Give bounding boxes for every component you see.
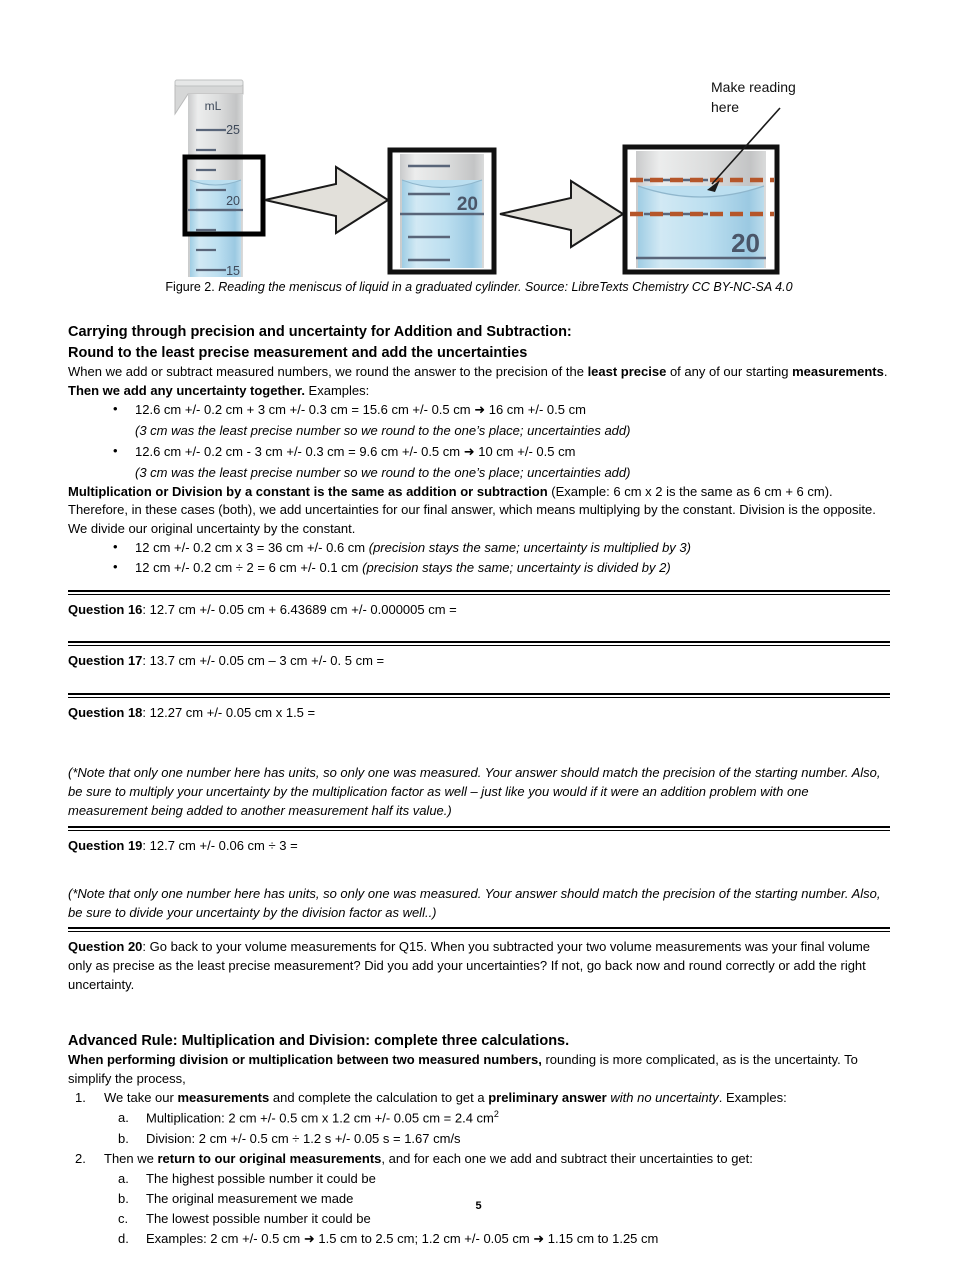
substep-superscript: 2 bbox=[493, 1109, 499, 1120]
annotation-line-2: here bbox=[711, 99, 740, 115]
addsub-intro-d: measurements bbox=[792, 364, 884, 380]
graduated-cylinder-full bbox=[175, 80, 263, 277]
step-mid: , and for each one we add and subtract their uncertainties to get: bbox=[381, 1150, 753, 1166]
annotation-line-1: Make reading bbox=[711, 79, 796, 95]
step-pre: We take our bbox=[104, 1090, 178, 1106]
constant-lead-bold: Multiplication or Division by a constant is the same as addition or subtraction bbox=[68, 483, 548, 499]
constant-examples-list bbox=[68, 538, 890, 578]
advanced-step2 bbox=[68, 1149, 890, 1169]
figure-caption-label: Figure 2. bbox=[165, 280, 215, 294]
question-16-answer-space[interactable] bbox=[68, 619, 890, 641]
step-pre: Then we bbox=[104, 1150, 158, 1166]
advanced-lead-bold: When performing division or multiplication between two measured numbers, bbox=[68, 1052, 542, 1068]
question-18 bbox=[68, 698, 890, 723]
right-arrow-icon: ➜ bbox=[474, 403, 486, 419]
substep-text: Examples: 2 cm +/- 0.5 cm ➜ 1.5 cm to 2.5 cm; 1.2 cm +/- 0.05 cm ➜ 1.15 cm to 1.25 cm bbox=[146, 1231, 659, 1247]
question-20-text: : Go back to your volume measurements for Q15. When you subtracted your two volume measurements was your final volume only as precise as the least precise measurement? Did you add your uncertainties? If not, go back now and round correctly or add the right uncertainty. bbox=[68, 939, 871, 992]
list-item bbox=[68, 1108, 890, 1128]
list-item bbox=[68, 1229, 890, 1249]
cylinder-unit-label: mL bbox=[204, 99, 222, 113]
constant-lead-paragraph bbox=[68, 483, 890, 538]
substep-marker: b. bbox=[118, 1130, 129, 1146]
bullet-subnote: (3 cm was the least precise number so we round to the one’s place; uncertainties add) bbox=[135, 464, 631, 480]
addsub-intro-e: . bbox=[883, 364, 888, 380]
list-item bbox=[68, 1169, 890, 1189]
bullet-italic-note: (precision stays the same; uncertainty is multiplied by 3) bbox=[368, 540, 691, 556]
question-16 bbox=[68, 595, 890, 620]
question-18-text: : 12.27 cm +/- 0.05 cm x 1.5 = bbox=[142, 705, 316, 721]
list-item bbox=[68, 442, 890, 483]
figure-graphic bbox=[68, 62, 890, 277]
figure-caption bbox=[68, 279, 890, 295]
right-arrow-icon: ➜ bbox=[463, 444, 475, 460]
addsub-intro-g: Examples: bbox=[304, 382, 370, 398]
question-20 bbox=[68, 932, 890, 995]
list-item bbox=[68, 558, 890, 578]
addsub-heading-line2: Round to the least precise measurement and add the uncertainties bbox=[68, 344, 528, 361]
question-19 bbox=[68, 831, 890, 856]
bullet-main-post: 10 cm +/- 0.5 cm bbox=[474, 443, 576, 459]
cylinder-tick-20: 20 bbox=[226, 194, 240, 208]
question-16-label: Question 16 bbox=[68, 601, 143, 617]
question-19-answer-space[interactable] bbox=[68, 855, 890, 885]
substep-marker: a. bbox=[118, 1110, 129, 1126]
advanced-rule-heading: Advanced Rule: Multiplication and Division: complete three calculations. bbox=[68, 1032, 570, 1049]
question-20-label: Question 20 bbox=[68, 939, 143, 955]
addsub-heading-line1: Carrying through precision and uncertainty for Addition and Subtraction: bbox=[68, 324, 572, 341]
list-item bbox=[68, 1129, 890, 1149]
cylinder-tick-15: 15 bbox=[226, 264, 240, 277]
page-content bbox=[68, 0, 890, 1250]
question-17-label: Question 17 bbox=[68, 653, 143, 669]
advanced-step1-substeps bbox=[68, 1108, 890, 1149]
step-marker: 1. bbox=[75, 1090, 86, 1106]
addsub-examples-list bbox=[68, 400, 890, 483]
addsub-intro-paragraph bbox=[68, 363, 890, 400]
substep-marker: a. bbox=[118, 1171, 129, 1187]
page-number: 5 bbox=[475, 1200, 482, 1212]
list-item bbox=[68, 400, 890, 441]
step-italic: with no uncertainty bbox=[610, 1090, 719, 1106]
zoom2-value: 20 bbox=[731, 228, 760, 258]
zoom-view-2 bbox=[625, 147, 777, 272]
question-19-text: : 12.7 cm +/- 0.06 cm ÷ 3 = bbox=[142, 837, 298, 853]
advanced-lead-rest: rounding is more complicated, as is the uncertainty. To simplify the process, bbox=[68, 1052, 858, 1086]
advanced-steps-list bbox=[68, 1088, 890, 1108]
advanced-lead-paragraph bbox=[68, 1051, 890, 1088]
addsub-intro-a: When we add or subtract measured numbers, we round the answer to the precision of the bbox=[68, 364, 588, 380]
question-18-answer-space[interactable] bbox=[68, 723, 890, 753]
step-marker: 2. bbox=[75, 1150, 86, 1166]
note-multiplication: (*Note that only one number here has units, so only one was measured. Your answer should match the precision of the starting number. Also, be sure to multiply your uncertainty by the multiplication factor as well – just like you would if it were an addition problem with one measurement being added to another measurement half its value.) bbox=[68, 765, 881, 818]
zoom-arrow-1 bbox=[265, 167, 388, 233]
addsub-intro-f: Then we add any uncertainty together. bbox=[68, 382, 305, 398]
zoom-arrow-2 bbox=[500, 181, 623, 247]
question-16-text: : 12.7 cm +/- 0.05 cm + 6.43689 cm +/- 0.000005 cm = bbox=[142, 601, 457, 617]
substep-marker: c. bbox=[118, 1211, 129, 1227]
bullet-main: 12 cm +/- 0.2 cm x 3 = 36 cm +/- 0.6 cm bbox=[135, 540, 369, 556]
substep-text: The highest possible number it could be bbox=[146, 1171, 376, 1187]
addsub-intro-b: least precise bbox=[587, 364, 667, 380]
list-item bbox=[68, 538, 890, 558]
question-17 bbox=[68, 646, 890, 671]
figure-caption-text: Reading the meniscus of liquid in a graduated cylinder. Source: LibreTexts Chemistry CC BY-NC-SA 4.0 bbox=[214, 280, 793, 294]
bullet-subnote: (3 cm was the least precise number so we round to the one’s place; uncertainties add) bbox=[135, 423, 631, 439]
addsub-intro-c: of any of our starting bbox=[666, 364, 793, 380]
substep-marker: b. bbox=[118, 1191, 129, 1207]
question-17-answer-space[interactable] bbox=[68, 671, 890, 693]
step-bold-1: measurements bbox=[177, 1090, 270, 1106]
note-division: (*Note that only one number here has units, so only one was measured. Your answer should match the precision of the starting number. Also, be sure to divide your uncertainty by the division factor as well..) bbox=[68, 886, 881, 921]
zoom1-value: 20 bbox=[456, 194, 478, 215]
step-bold-2: preliminary answer bbox=[488, 1090, 607, 1106]
list-item bbox=[68, 1088, 890, 1108]
question-17-text: : 13.7 cm +/- 0.05 cm – 3 cm +/- 0. 5 cm = bbox=[142, 653, 385, 669]
bullet-main-pre: 12.6 cm +/- 0.2 cm + 3 cm +/- 0.3 cm = 15.6 cm +/- 0.5 cm bbox=[135, 402, 475, 418]
bullet-main: 12 cm +/- 0.2 cm ÷ 2 = 6 cm +/- 0.1 cm bbox=[135, 560, 363, 576]
substep-text: The lowest possible number it could be bbox=[146, 1211, 371, 1227]
cylinder-tick-25: 25 bbox=[226, 123, 240, 137]
bullet-main-post: 16 cm +/- 0.5 cm bbox=[485, 402, 586, 418]
substep-text: Multiplication: 2 cm +/- 0.5 cm x 1.2 cm +/- 0.05 cm = 2.4 cm bbox=[146, 1110, 494, 1126]
zoom-view-1 bbox=[390, 150, 494, 272]
constant-lead-rest: (Example: 6 cm x 2 is the same as 6 cm + 6 cm). Therefore, in these cases (both), we add uncertainties for our final answer, which means multiplying by the constant. Division is the opposite. We divide our original uncertainty by the constant. bbox=[68, 483, 876, 536]
list-item bbox=[68, 1209, 890, 1229]
substep-text: Division: 2 cm +/- 0.5 cm ÷ 1.2 s +/- 0.05 s = 1.67 cm/s bbox=[146, 1130, 461, 1146]
figure-meniscus bbox=[68, 62, 890, 277]
bullet-italic-note: (precision stays the same; uncertainty is divided by 2) bbox=[362, 560, 671, 576]
substep-text: The original measurement we made bbox=[146, 1191, 354, 1207]
substep-marker: d. bbox=[118, 1231, 129, 1247]
list-item bbox=[68, 1149, 890, 1169]
step-mid: and complete the calculation to get a bbox=[269, 1090, 489, 1106]
question-19-label: Question 19 bbox=[68, 837, 143, 853]
step-bold-1: return to our original measurements bbox=[157, 1150, 382, 1166]
question-18-label: Question 18 bbox=[68, 705, 143, 721]
bullet-main-pre: 12.6 cm +/- 0.2 cm - 3 cm +/- 0.3 cm = 9.6 cm +/- 0.5 cm bbox=[135, 443, 464, 459]
step-post: . Examples: bbox=[718, 1090, 787, 1106]
